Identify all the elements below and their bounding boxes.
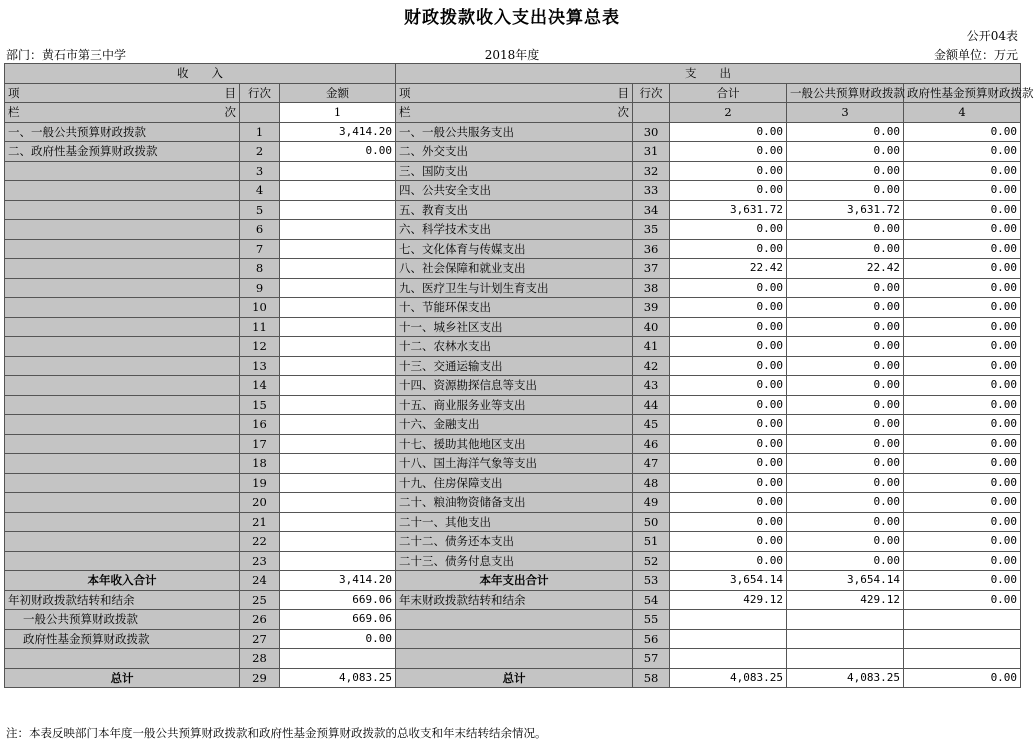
expense-row-no: 49 xyxy=(633,493,670,513)
income-amount xyxy=(280,395,396,415)
expense-item: 五、教育支出 xyxy=(396,200,633,220)
expense-gov-fund: 0.00 xyxy=(904,376,1021,396)
income-item xyxy=(5,200,240,220)
income-item xyxy=(5,454,240,474)
expense-gov-fund: 0.00 xyxy=(904,532,1021,552)
summary-expense-general-budget xyxy=(787,629,904,649)
expense-total: 3,631.72 xyxy=(670,200,787,220)
col-left-label: 栏 xyxy=(399,105,411,120)
department-label: 部门：黄石市第三中学 xyxy=(6,48,127,62)
expense-gov-fund: 0.00 xyxy=(904,434,1021,454)
table-row xyxy=(5,376,1021,396)
income-amount xyxy=(280,298,396,318)
amount-header: 金额 xyxy=(280,83,396,103)
expense-total: 0.00 xyxy=(670,532,787,552)
expense-row-no: 46 xyxy=(633,434,670,454)
expense-general-budget: 0.00 xyxy=(787,356,904,376)
expense-gov-fund: 0.00 xyxy=(904,473,1021,493)
income-item: 二、政府性基金预算财政拨款 xyxy=(5,142,240,162)
expense-row-no-header: 行次 xyxy=(633,83,670,103)
expense-general-budget: 0.00 xyxy=(787,512,904,532)
summary-row xyxy=(5,649,1021,669)
table-row xyxy=(5,395,1021,415)
summary-expense-gov-fund: 0.00 xyxy=(904,668,1021,688)
expense-item: 十七、援助其他地区支出 xyxy=(396,434,633,454)
expense-item: 十四、资源勘探信息等支出 xyxy=(396,376,633,396)
expense-row-no: 43 xyxy=(633,376,670,396)
income-item: 一、一般公共预算财政拨款 xyxy=(5,122,240,142)
summary-expense-item: 年末财政拨款结转和结余 xyxy=(396,590,633,610)
income-row-no: 7 xyxy=(240,239,280,259)
col-number-3: 3 xyxy=(787,103,904,123)
income-amount xyxy=(280,356,396,376)
income-row-no: 8 xyxy=(240,259,280,279)
expense-item: 七、文化体育与传媒支出 xyxy=(396,239,633,259)
income-item xyxy=(5,239,240,259)
income-row-no: 23 xyxy=(240,551,280,571)
expense-item: 一、一般公共服务支出 xyxy=(396,122,633,142)
income-amount xyxy=(280,220,396,240)
budget-table xyxy=(4,63,1034,688)
year-label: 2018年度 xyxy=(484,48,540,62)
summary-income-row-no: 28 xyxy=(240,649,280,669)
expense-general-budget: 0.00 xyxy=(787,434,904,454)
table-row xyxy=(5,298,1021,318)
income-item xyxy=(5,356,240,376)
table-row xyxy=(5,122,1021,142)
summary-expense-item: 本年支出合计 xyxy=(396,571,633,591)
expense-item: 十三、交通运输支出 xyxy=(396,356,633,376)
expense-total: 0.00 xyxy=(670,278,787,298)
unit-label: 金额单位：万元 xyxy=(933,48,1018,62)
income-item xyxy=(5,551,240,571)
expense-gov-fund: 0.00 xyxy=(904,161,1021,181)
expense-row-no: 37 xyxy=(633,259,670,279)
expense-item: 十、节能环保支出 xyxy=(396,298,633,318)
table-row xyxy=(5,200,1021,220)
income-amount xyxy=(280,551,396,571)
income-item xyxy=(5,473,240,493)
item-left-label: 项 xyxy=(399,85,411,100)
expense-gov-fund: 0.00 xyxy=(904,122,1021,142)
income-row-no: 17 xyxy=(240,434,280,454)
expense-row-no: 36 xyxy=(633,239,670,259)
income-row-no: 12 xyxy=(240,337,280,357)
expense-total: 0.00 xyxy=(670,161,787,181)
income-row-no: 22 xyxy=(240,532,280,552)
expense-total: 0.00 xyxy=(670,512,787,532)
summary-row xyxy=(5,571,1021,591)
expense-gov-fund: 0.00 xyxy=(904,298,1021,318)
summary-expense-total xyxy=(670,629,787,649)
income-amount xyxy=(280,376,396,396)
income-amount xyxy=(280,259,396,279)
table-row xyxy=(5,532,1021,552)
expense-general-budget: 0.00 xyxy=(787,415,904,435)
expense-gov-fund: 0.00 xyxy=(904,142,1021,162)
expense-row-no: 38 xyxy=(633,278,670,298)
expense-gov-fund: 0.00 xyxy=(904,454,1021,474)
expense-general-budget: 0.00 xyxy=(787,395,904,415)
expense-general-budget: 0.00 xyxy=(787,317,904,337)
expense-total: 22.42 xyxy=(670,259,787,279)
expense-item: 六、科学技术支出 xyxy=(396,220,633,240)
col-blank xyxy=(633,103,670,123)
summary-row xyxy=(5,629,1021,649)
expense-gov-fund: 0.00 xyxy=(904,259,1021,279)
income-item xyxy=(5,337,240,357)
summary-expense-gov-fund xyxy=(904,610,1021,630)
summary-income-item xyxy=(5,649,240,669)
expense-general-budget: 0.00 xyxy=(787,220,904,240)
expense-gov-fund: 0.00 xyxy=(904,337,1021,357)
col-left-label: 栏 xyxy=(8,105,20,120)
income-row-no-header: 行次 xyxy=(240,83,280,103)
expense-row-no: 34 xyxy=(633,200,670,220)
expense-row-no: 51 xyxy=(633,532,670,552)
expense-row-no: 48 xyxy=(633,473,670,493)
expense-general-budget: 0.00 xyxy=(787,278,904,298)
income-row-no: 3 xyxy=(240,161,280,181)
expense-general-budget: 0.00 xyxy=(787,532,904,552)
income-item xyxy=(5,278,240,298)
expense-gov-fund: 0.00 xyxy=(904,220,1021,240)
table-row xyxy=(5,415,1021,435)
income-item xyxy=(5,493,240,513)
expense-general-budget: 0.00 xyxy=(787,376,904,396)
income-section-header: 收 入 xyxy=(5,64,396,84)
income-item xyxy=(5,181,240,201)
summary-income-item: 年初财政拨款结转和结余 xyxy=(5,590,240,610)
expense-total: 0.00 xyxy=(670,142,787,162)
summary-income-amount: 669.06 xyxy=(280,610,396,630)
summary-expense-row-no: 58 xyxy=(633,668,670,688)
expense-item: 三、国防支出 xyxy=(396,161,633,181)
expense-general-budget: 0.00 xyxy=(787,551,904,571)
gov-fund-header: 政府性基金预算财政拨款 xyxy=(904,83,1021,103)
income-item xyxy=(5,434,240,454)
summary-income-item: 总计 xyxy=(5,668,240,688)
expense-item: 二十、粮油物资储备支出 xyxy=(396,493,633,513)
summary-expense-row-no: 56 xyxy=(633,629,670,649)
table-row xyxy=(5,434,1021,454)
table-row xyxy=(5,337,1021,357)
expense-general-budget: 0.00 xyxy=(787,298,904,318)
income-row-no: 13 xyxy=(240,356,280,376)
col-number-4: 4 xyxy=(904,103,1021,123)
col-right-label: 次 xyxy=(224,105,236,120)
income-item xyxy=(5,395,240,415)
income-item xyxy=(5,220,240,240)
income-item xyxy=(5,317,240,337)
expense-total: 0.00 xyxy=(670,434,787,454)
summary-income-item: 政府性基金预算财政拨款 xyxy=(5,629,240,649)
income-item xyxy=(5,512,240,532)
table-row xyxy=(5,142,1021,162)
general-budget-header: 一般公共预算财政拨款 xyxy=(787,83,904,103)
income-amount xyxy=(280,278,396,298)
summary-income-amount: 0.00 xyxy=(280,629,396,649)
summary-expense-row-no: 57 xyxy=(633,649,670,669)
expense-total: 0.00 xyxy=(670,220,787,240)
section-header-row xyxy=(5,64,1021,84)
expense-total: 0.00 xyxy=(670,181,787,201)
table-row xyxy=(5,454,1021,474)
income-amount xyxy=(280,512,396,532)
income-row-no: 15 xyxy=(240,395,280,415)
footnote: 注：本表反映部门本年度一般公共预算财政拨款和政府性基金预算财政拨款的总收支和年末结转结余情况。 xyxy=(6,726,547,740)
summary-expense-total: 429.12 xyxy=(670,590,787,610)
expense-general-budget: 22.42 xyxy=(787,259,904,279)
expense-total: 0.00 xyxy=(670,356,787,376)
expense-item: 十六、金融支出 xyxy=(396,415,633,435)
table-row xyxy=(5,551,1021,571)
income-row-no: 20 xyxy=(240,493,280,513)
col-label-income xyxy=(5,103,240,123)
summary-expense-gov-fund: 0.00 xyxy=(904,571,1021,591)
col-number-1: 1 xyxy=(280,103,396,123)
income-item xyxy=(5,161,240,181)
expense-row-no: 35 xyxy=(633,220,670,240)
income-item xyxy=(5,532,240,552)
expense-gov-fund: 0.00 xyxy=(904,493,1021,513)
summary-expense-total xyxy=(670,649,787,669)
expense-row-no: 30 xyxy=(633,122,670,142)
expense-total: 0.00 xyxy=(670,298,787,318)
table-row xyxy=(5,512,1021,532)
expense-total: 0.00 xyxy=(670,122,787,142)
summary-income-amount: 669.06 xyxy=(280,590,396,610)
income-amount xyxy=(280,434,396,454)
summary-expense-row-no: 55 xyxy=(633,610,670,630)
expense-gov-fund: 0.00 xyxy=(904,239,1021,259)
column-header-row xyxy=(5,83,1021,103)
expense-general-budget: 0.00 xyxy=(787,337,904,357)
expense-general-budget: 0.00 xyxy=(787,493,904,513)
expense-general-budget: 0.00 xyxy=(787,161,904,181)
expense-general-budget: 0.00 xyxy=(787,239,904,259)
income-row-no: 21 xyxy=(240,512,280,532)
income-item xyxy=(5,376,240,396)
income-item xyxy=(5,415,240,435)
item-right-label: 目 xyxy=(617,85,630,100)
summary-expense-gov-fund xyxy=(904,629,1021,649)
summary-expense-total xyxy=(670,610,787,630)
col-right-label: 次 xyxy=(617,105,630,120)
expense-item: 八、社会保障和就业支出 xyxy=(396,259,633,279)
expense-total: 0.00 xyxy=(670,395,787,415)
income-row-no: 11 xyxy=(240,317,280,337)
income-amount xyxy=(280,317,396,337)
expense-row-no: 42 xyxy=(633,356,670,376)
summary-expense-gov-fund xyxy=(904,649,1021,669)
table-row xyxy=(5,161,1021,181)
item-right-label: 目 xyxy=(224,85,236,100)
item-left-label: 项 xyxy=(8,85,20,100)
income-row-no: 6 xyxy=(240,220,280,240)
expense-gov-fund: 0.00 xyxy=(904,317,1021,337)
expense-item: 十九、住房保障支出 xyxy=(396,473,633,493)
summary-income-item: 本年收入合计 xyxy=(5,571,240,591)
income-row-no: 18 xyxy=(240,454,280,474)
summary-expense-row-no: 54 xyxy=(633,590,670,610)
summary-income-amount: 3,414.20 xyxy=(280,571,396,591)
expense-gov-fund: 0.00 xyxy=(904,278,1021,298)
income-row-no: 10 xyxy=(240,298,280,318)
expense-row-no: 44 xyxy=(633,395,670,415)
income-amount xyxy=(280,181,396,201)
summary-income-row-no: 27 xyxy=(240,629,280,649)
expense-general-budget: 0.00 xyxy=(787,142,904,162)
expense-general-budget: 0.00 xyxy=(787,473,904,493)
income-item xyxy=(5,259,240,279)
summary-income-amount xyxy=(280,649,396,669)
expense-item: 十一、城乡社区支出 xyxy=(396,317,633,337)
summary-expense-row-no: 53 xyxy=(633,571,670,591)
income-amount xyxy=(280,239,396,259)
income-item-header xyxy=(5,83,240,103)
income-row-no: 4 xyxy=(240,181,280,201)
summary-expense-general-budget: 4,083.25 xyxy=(787,668,904,688)
summary-income-amount: 4,083.25 xyxy=(280,668,396,688)
page-title: 财政拨款收入支出决算总表 xyxy=(404,8,620,28)
summary-expense-item xyxy=(396,610,633,630)
expense-general-budget: 0.00 xyxy=(787,122,904,142)
expense-item: 二、外交支出 xyxy=(396,142,633,162)
income-row-no: 19 xyxy=(240,473,280,493)
table-row xyxy=(5,317,1021,337)
summary-income-row-no: 25 xyxy=(240,590,280,610)
table-row xyxy=(5,259,1021,279)
expense-row-no: 32 xyxy=(633,161,670,181)
income-row-no: 16 xyxy=(240,415,280,435)
col-number-2: 2 xyxy=(670,103,787,123)
meta-bar xyxy=(6,46,1018,62)
income-amount: 0.00 xyxy=(280,142,396,162)
expense-item: 九、医疗卫生与计划生育支出 xyxy=(396,278,633,298)
income-amount xyxy=(280,454,396,474)
expense-gov-fund: 0.00 xyxy=(904,551,1021,571)
expense-row-no: 39 xyxy=(633,298,670,318)
summary-income-row-no: 29 xyxy=(240,668,280,688)
income-item xyxy=(5,298,240,318)
expense-total: 0.00 xyxy=(670,473,787,493)
expense-total: 0.00 xyxy=(670,239,787,259)
summary-income-row-no: 26 xyxy=(240,610,280,630)
expense-row-no: 52 xyxy=(633,551,670,571)
income-amount xyxy=(280,200,396,220)
income-amount xyxy=(280,473,396,493)
expense-item: 十二、农林水支出 xyxy=(396,337,633,357)
table-row xyxy=(5,181,1021,201)
total-header: 合计 xyxy=(670,83,787,103)
expense-item: 十五、商业服务业等支出 xyxy=(396,395,633,415)
summary-income-item: 一般公共预算财政拨款 xyxy=(5,610,240,630)
summary-expense-total: 3,654.14 xyxy=(670,571,787,591)
expense-total: 0.00 xyxy=(670,337,787,357)
income-row-no: 5 xyxy=(240,200,280,220)
expense-item-header xyxy=(396,83,633,103)
column-number-row xyxy=(5,103,1021,123)
expense-section-header: 支 出 xyxy=(396,64,1021,84)
summary-expense-general-budget xyxy=(787,649,904,669)
summary-expense-item xyxy=(396,629,633,649)
expense-row-no: 45 xyxy=(633,415,670,435)
expense-gov-fund: 0.00 xyxy=(904,512,1021,532)
expense-gov-fund: 0.00 xyxy=(904,200,1021,220)
expense-general-budget: 3,631.72 xyxy=(787,200,904,220)
income-amount xyxy=(280,415,396,435)
table-row xyxy=(5,220,1021,240)
table-row xyxy=(5,278,1021,298)
table-row xyxy=(5,239,1021,259)
income-amount: 3,414.20 xyxy=(280,122,396,142)
income-amount xyxy=(280,161,396,181)
expense-item: 二十一、其他支出 xyxy=(396,512,633,532)
expense-general-budget: 0.00 xyxy=(787,454,904,474)
expense-total: 0.00 xyxy=(670,551,787,571)
expense-gov-fund: 0.00 xyxy=(904,181,1021,201)
summary-row xyxy=(5,590,1021,610)
income-row-no: 2 xyxy=(240,142,280,162)
expense-total: 0.00 xyxy=(670,317,787,337)
summary-row xyxy=(5,668,1021,688)
table-row xyxy=(5,473,1021,493)
summary-expense-item xyxy=(396,649,633,669)
table-row xyxy=(5,493,1021,513)
income-amount xyxy=(280,337,396,357)
summary-expense-general-budget: 3,654.14 xyxy=(787,571,904,591)
expense-row-no: 31 xyxy=(633,142,670,162)
expense-item: 二十二、债务还本支出 xyxy=(396,532,633,552)
summary-expense-total: 4,083.25 xyxy=(670,668,787,688)
expense-gov-fund: 0.00 xyxy=(904,415,1021,435)
summary-expense-gov-fund: 0.00 xyxy=(904,590,1021,610)
expense-gov-fund: 0.00 xyxy=(904,356,1021,376)
summary-expense-general-budget xyxy=(787,610,904,630)
expense-row-no: 33 xyxy=(633,181,670,201)
expense-item: 十八、国土海洋气象等支出 xyxy=(396,454,633,474)
expense-total: 0.00 xyxy=(670,415,787,435)
expense-general-budget: 0.00 xyxy=(787,181,904,201)
summary-row xyxy=(5,610,1021,630)
expense-row-no: 50 xyxy=(633,512,670,532)
expense-item: 二十三、债务付息支出 xyxy=(396,551,633,571)
income-row-no: 14 xyxy=(240,376,280,396)
form-code: 公开04表 xyxy=(966,29,1018,43)
income-amount xyxy=(280,493,396,513)
expense-row-no: 41 xyxy=(633,337,670,357)
summary-income-row-no: 24 xyxy=(240,571,280,591)
expense-total: 0.00 xyxy=(670,376,787,396)
income-row-no: 1 xyxy=(240,122,280,142)
col-blank xyxy=(240,103,280,123)
summary-expense-item: 总计 xyxy=(396,668,633,688)
summary-expense-general-budget: 429.12 xyxy=(787,590,904,610)
expense-item: 四、公共安全支出 xyxy=(396,181,633,201)
table-row xyxy=(5,356,1021,376)
income-row-no: 9 xyxy=(240,278,280,298)
expense-total: 0.00 xyxy=(670,493,787,513)
col-label-expense xyxy=(396,103,633,123)
expense-total: 0.00 xyxy=(670,454,787,474)
income-amount xyxy=(280,532,396,552)
expense-row-no: 47 xyxy=(633,454,670,474)
expense-gov-fund: 0.00 xyxy=(904,395,1021,415)
expense-row-no: 40 xyxy=(633,317,670,337)
